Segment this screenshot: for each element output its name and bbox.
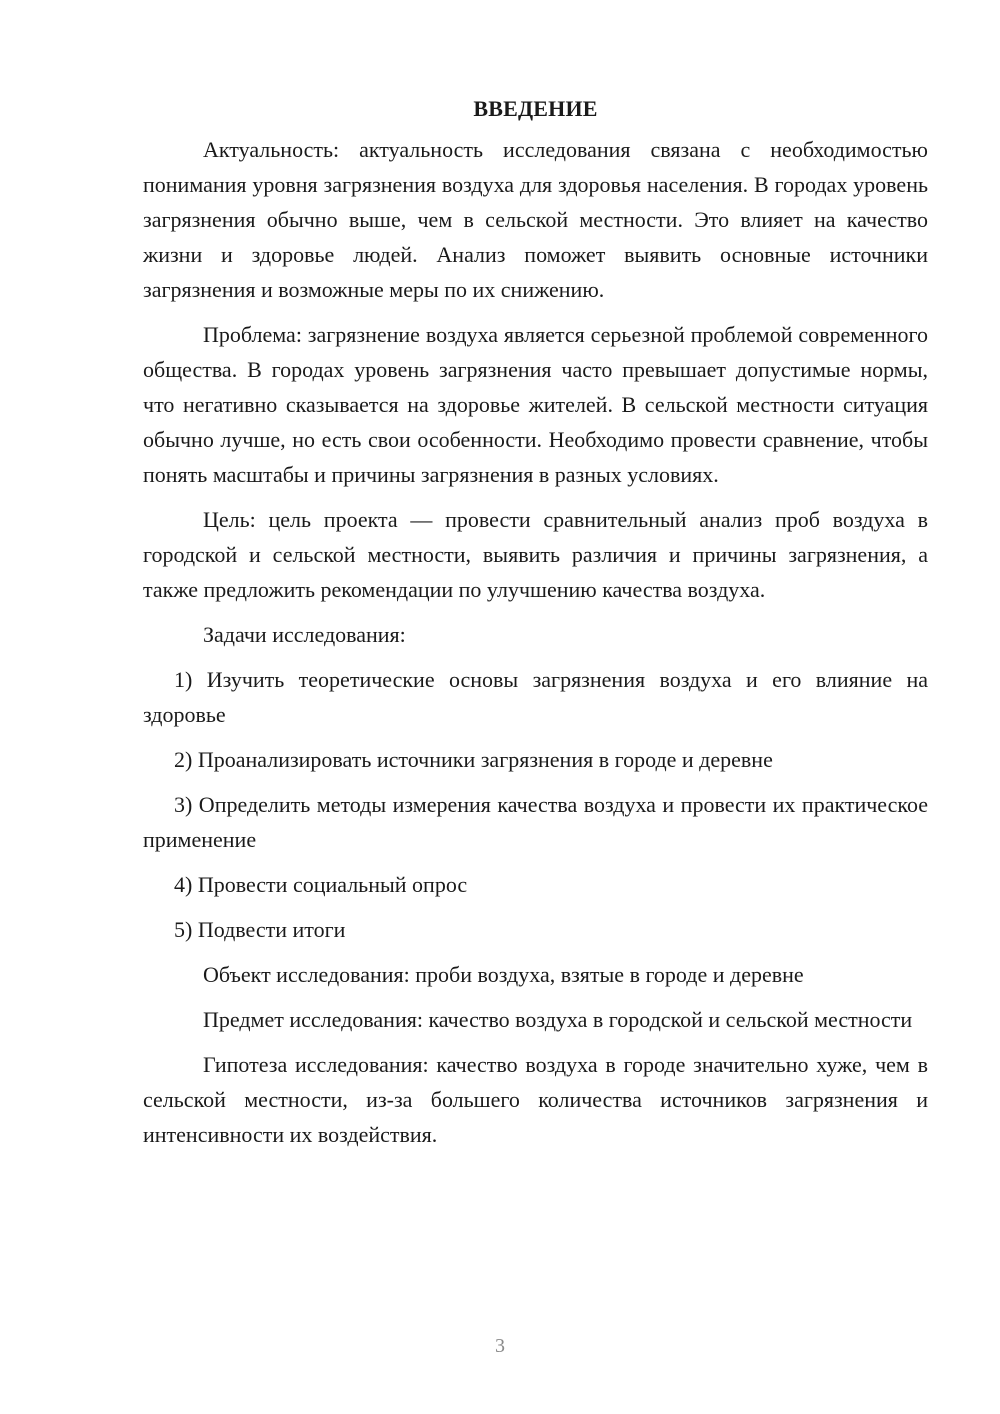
page-number: 3	[495, 1335, 505, 1357]
paragraph-problem: Проблема: загрязнение воздуха является серьезной проблемой современного общества. В городах уровень загрязнения часто превышает допустимые нормы, что негативно сказывается на здоровье жителей. В сельской местности ситуация обычно лучше, но есть свои особенности. Необходимо провести сравнение, чтобы понять масштабы и причины загрязнения в разных условиях.	[143, 322, 928, 487]
task-item-4: 4) Провести социальный опрос	[174, 872, 468, 897]
paragraph-object: Объект исследования: проби воздуха, взятые в городе и деревне	[203, 962, 804, 987]
task-item-2: 2) Проанализировать источники загрязнения в городе и деревне	[174, 747, 773, 772]
paragraph-relevance: Актуальность: актуальность исследования связана с необходимостью понимания уровня загрязнения воздуха для здоровья населения. В городах уровень загрязнения обычно выше, чем в сельской местности. Это влияет на качество жизни и здоровье людей. Анализ поможет выявить основные источники загрязнения и возможные меры по их снижению.	[143, 137, 928, 302]
task-item-1: 1) Изучить теоретические основы загрязнения воздуха и его влияние на здоровье	[143, 667, 928, 727]
section-title: ВВЕДЕНИЕ	[473, 96, 598, 121]
paragraph-goal: Цель: цель проекта — провести сравнительный анализ проб воздуха в городской и сельской местности, выявить различия и причины загрязнения, а также предложить рекомендации по улучшению качества воздуха.	[143, 507, 928, 602]
task-item-5: 5) Подвести итоги	[174, 917, 346, 942]
paragraph-hypothesis: Гипотеза исследования: качество воздуха в городе значительно хуже, чем в сельской местности, из-за большего количества источников загрязнения и интенсивности их воздействия.	[143, 1052, 928, 1147]
task-item-3: 3) Определить методы измерения качества воздуха и провести их практическое применение	[143, 792, 928, 852]
paragraph-subject: Предмет исследования: качество воздуха в городской и сельской местности	[203, 1007, 913, 1032]
document-page	[143, 92, 928, 1162]
paragraph-tasks-heading: Задачи исследования:	[203, 622, 406, 647]
